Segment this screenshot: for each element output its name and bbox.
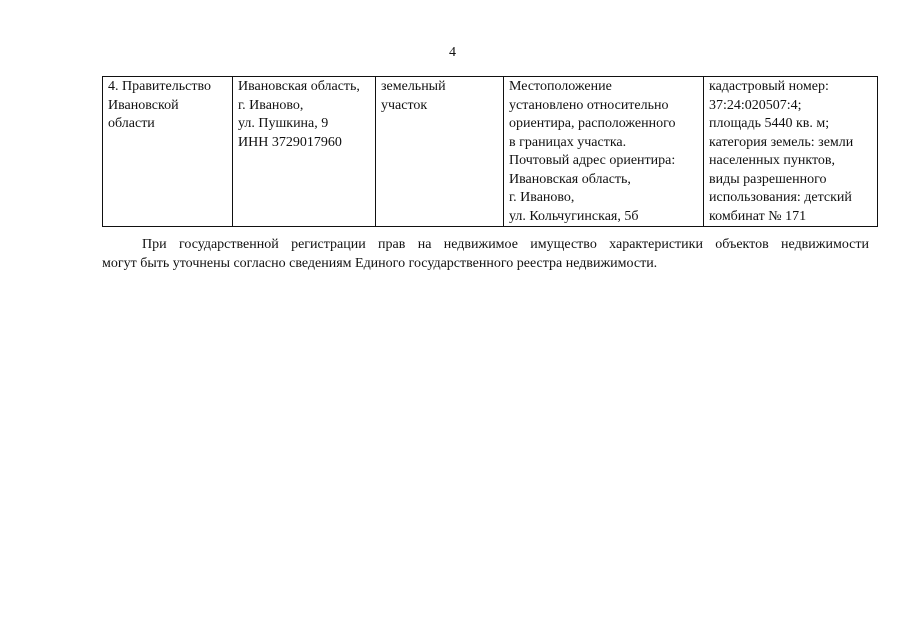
owner-cell <box>103 77 233 227</box>
owner-line: Ивановской <box>108 97 179 113</box>
owner-line: 4. Правительство <box>108 79 211 94</box>
characteristics-line: площадь 5440 кв. м; <box>709 116 830 131</box>
characteristics-line: использования: детский <box>709 190 852 205</box>
owner-line: области <box>108 116 155 131</box>
location-line: Местоположение <box>509 79 612 94</box>
cadastral-number: 37:24:020507:4; <box>709 97 802 113</box>
characteristics-cell <box>704 77 878 227</box>
location-cell <box>504 77 704 227</box>
paragraph-line: При государственной регистрации прав на недвижимое имущество характеристики объектов недвижимости <box>142 237 869 252</box>
paragraph-line: могут быть уточнены согласно сведениям Единого государственного реестра недвижимости. <box>102 255 658 271</box>
address-line: г. Иваново, <box>238 97 304 113</box>
object-type-line: земельный <box>381 79 446 94</box>
characteristics-line: населенных пунктов, <box>709 153 836 168</box>
object-type-cell <box>376 77 504 227</box>
inn-line: ИНН 3729017960 <box>238 134 342 150</box>
location-line: установлено относительно <box>509 97 669 113</box>
location-line: в границах участка. <box>509 134 627 150</box>
address-line: Ивановская область, <box>238 79 360 94</box>
registration-note <box>102 236 869 273</box>
address-cell <box>233 77 376 227</box>
location-line: Ивановская область, <box>509 171 631 187</box>
characteristics-line: виды разрешенного <box>709 171 827 187</box>
page-number: 4 <box>449 45 456 60</box>
characteristics-line: категория земель: земли <box>709 134 854 150</box>
characteristics-line: кадастровый номер: <box>709 79 829 94</box>
property-table <box>102 76 878 227</box>
address-line: ул. Пушкина, 9 <box>238 116 329 131</box>
location-line: Почтовый адрес ориентира: <box>509 153 676 168</box>
location-line: г. Иваново, <box>509 190 575 205</box>
object-type-line: участок <box>381 97 428 113</box>
table-row <box>103 77 878 227</box>
location-line: ул. Кольчугинская, 5б <box>509 208 639 224</box>
location-line: ориентира, расположенного <box>509 116 676 131</box>
characteristics-line: комбинат № 171 <box>709 208 807 224</box>
